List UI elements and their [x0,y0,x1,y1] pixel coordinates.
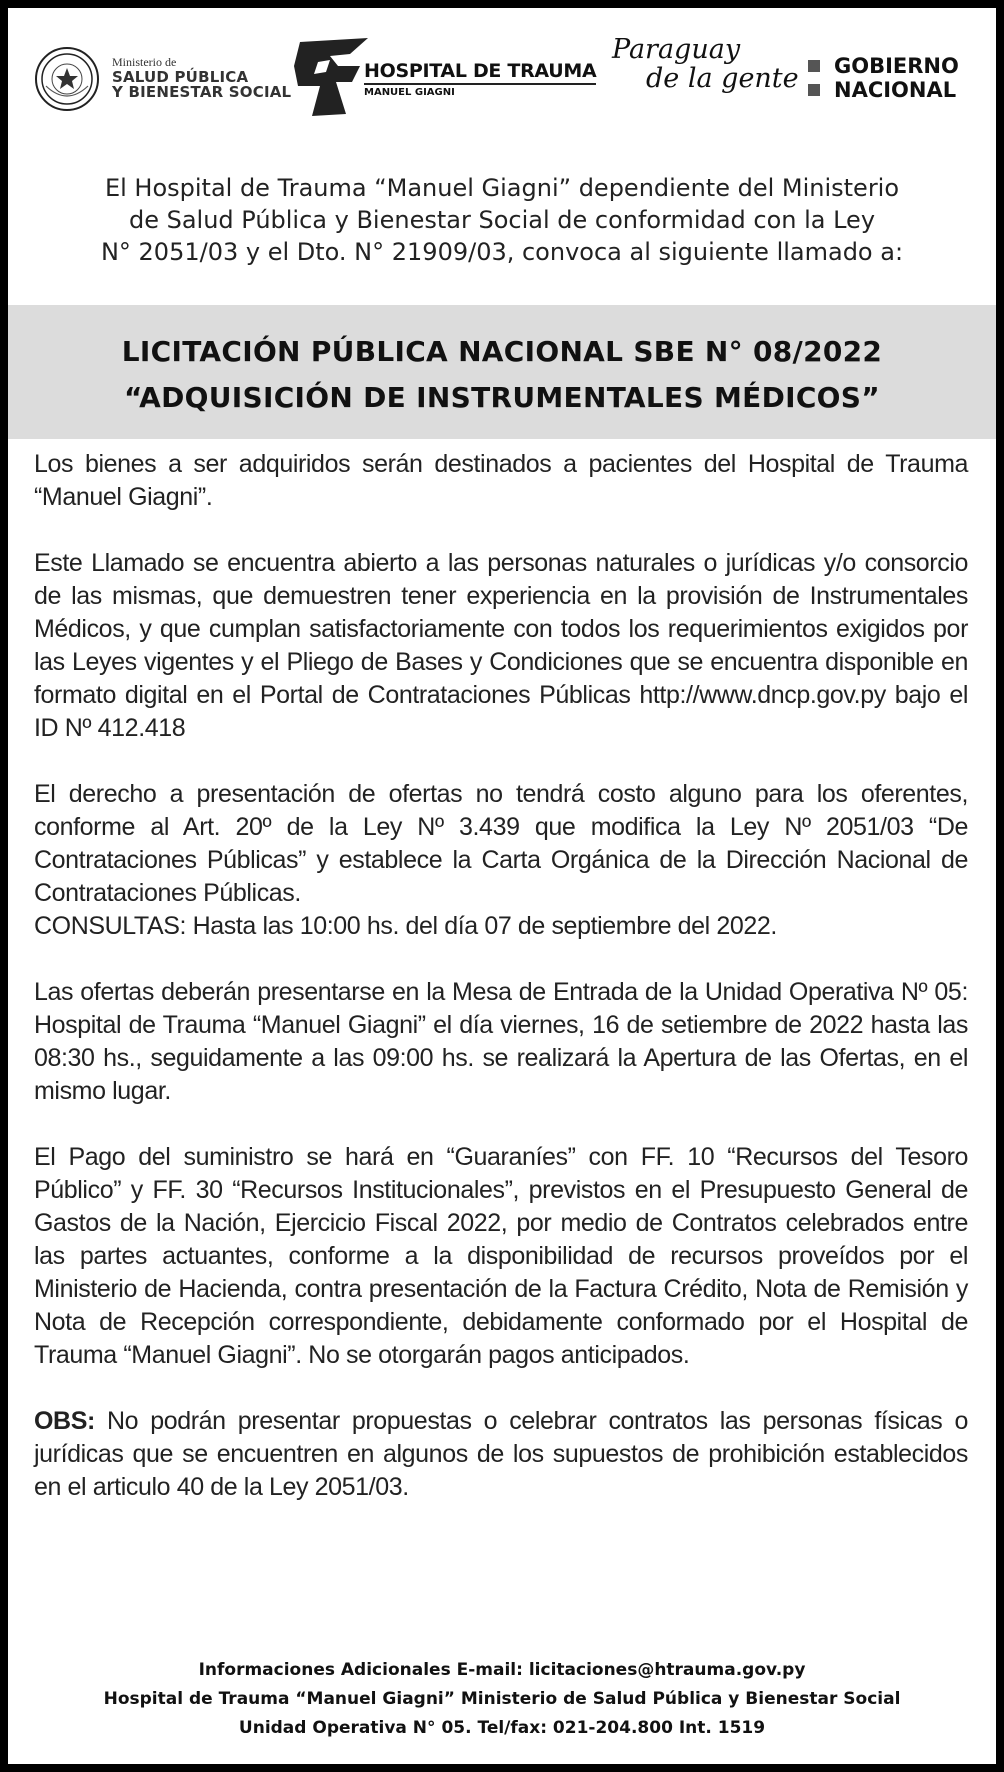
hospital-trauma-logo-icon [290,36,370,118]
banner-title2: “ADQUISICIÓN DE INSTRUMENTALES MÉDICOS” [124,381,880,414]
footer-line2: Hospital de Trauma “Manuel Giagni” Ministerio de Salud Pública y Bienestar Social [103,1689,901,1709]
paragraph-eligibility: Este Llamado se encuentra abierto a las personas naturales o jurídicas y/o consorcio de las mismas, que demuestren tener experiencia en la provisión de Instrumentales Médicos, y que cumplan satisfactoriamente con todos los requerimientos exigidos por las Leyes vigentes y el Pliego de Bases y Condiciones que se encuentra disponible en formato digital en el Portal de Contrataciones Públicas http://www.dncp.gov.py bajo el ID Nº 412.418 [34,549,968,742]
footer-line3: Unidad Operativa N° 05. Tel/fax: 021-204.800 Int. 1519 [238,1718,766,1738]
paragraph-consultas: CONSULTAS: Hasta las 10:00 hs. del día 07 de septiembre del 2022. [34,912,777,940]
slogan-logo [612,34,799,94]
intro-line1: El Hospital de Trauma “Manuel Giagni” dependiente del Ministerio [104,174,900,202]
footer-line1: Informaciones Adicionales E-mail: licitaciones@htrauma.gov.py [198,1660,806,1680]
square-bullet-icon [808,84,820,96]
ministry-line2: Y BIENESTAR SOCIAL [112,83,292,101]
obs-label: OBS: [34,1407,95,1435]
footer-info [8,1656,996,1743]
intro-line2: de Salud Pública y Bienestar Social de conformidad con la Ley [128,206,876,234]
title-banner [8,305,996,439]
intro-text [40,172,964,268]
obs-text: No podrán presentar propuestas o celebrar contratos las personas físicas o jurídicas que se encuentren en algunos de los supuestos de prohibición establecidos en el articulo 40 de la Ley 2051/03. [34,1407,968,1501]
paragraph-obs [34,1405,968,1504]
government-logo [808,54,959,102]
paragraph-payment: El Pago del suministro se hará en “Guaraníes” con FF. 10 “Recursos del Tesoro Público” y FF. 30 “Recursos Institucionales”, previstos en el Presupuesto General de Gastos de la Nación, Ejercicio Fiscal 2022, por medio de Contratos celebrados entre las partes actuantes, conforme a la disponibilidad de recursos proveídos por el Ministerio de Hacienda, contra presentación de la Factura Crédito, Nota de Remisión y Nota de Recepción correspondiente, debidamente conformado por el Hospital de Trauma “Manuel Giagni”. No se otorgarán pagos anticipados. [34,1143,968,1369]
slogan-line1: Paraguay [612,34,741,65]
gov-line2: NACIONAL [834,78,957,102]
paragraph-destination: Los bienes a ser adquiridos serán destinados a pacientes del Hospital de Trauma “Manuel Giagni”. [34,450,968,511]
ministry-logo-text [112,56,291,100]
hospital-logo-text [364,60,596,98]
square-bullet-icon [808,60,820,72]
intro-line3: N° 2051/03 y el Dto. N° 21909/03, convoca al siguiente llamado a: [100,238,904,266]
hospital-name: HOSPITAL DE TRAUMA [364,60,596,85]
hospital-sub: MANUEL GIAGNI [364,87,455,98]
banner-title1: LICITACIÓN PÚBLICA NACIONAL SBE N° 08/2022 [121,335,883,368]
header-logos [8,8,996,118]
body-text [34,448,968,1504]
national-seal-icon [34,46,100,112]
slogan-line2: de la gente [646,63,799,94]
gov-line1: GOBIERNO [834,54,959,78]
paragraph-submission: Las ofertas deberán presentarse en la Mesa de Entrada de la Unidad Operativa Nº 05: Hospital de Trauma “Manuel Giagni” el día viernes, 16 de setiembre de 2022 hasta las 08:30 hs., seguidamente a las 09:00 hs. se realizará la Apertura de las Ofertas, en el mismo lugar. [34,978,968,1105]
ministry-small: Ministerio de [112,55,177,69]
ministry-line1: SALUD PÚBLICA [112,68,249,86]
paragraph-cost: El derecho a presentación de ofertas no tendrá costo alguno para los oferentes, conforme al Art. 20º de la Ley Nº 3.439 que modifica la Ley Nº 2051/03 “De Contrataciones Públicas” y establece la Carta Orgánica de la Dirección Nacional de Contrataciones Públicas. [34,780,968,907]
